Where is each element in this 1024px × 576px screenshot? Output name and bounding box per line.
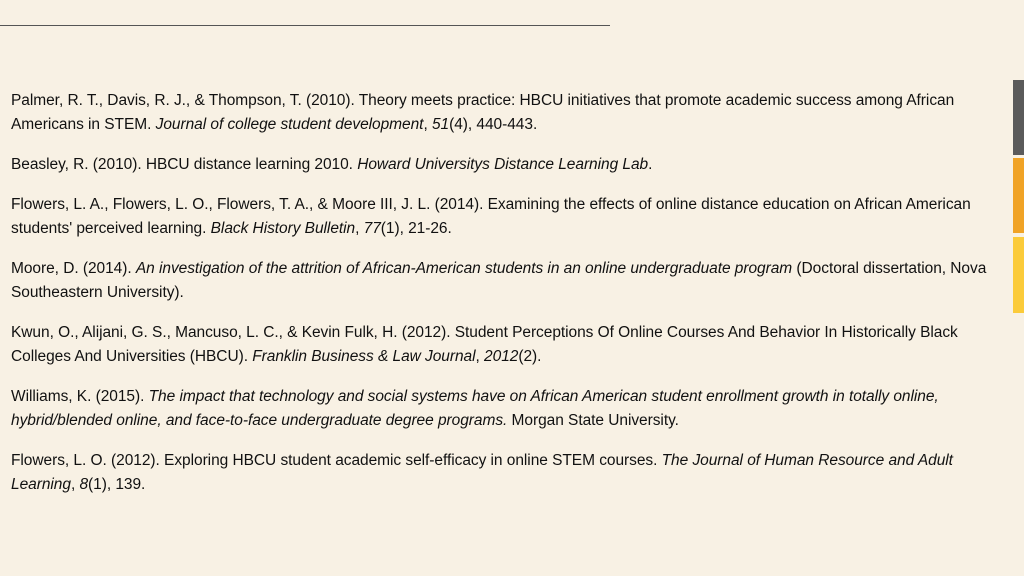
reference-source: Howard Universitys Distance Learning Lab xyxy=(357,156,649,173)
reference-text: Flowers, L. O. (2012). Exploring HBCU student academic self-efficacy in online STEM courses. xyxy=(11,452,662,469)
reference-williams-2015 xyxy=(11,385,1009,433)
reference-text: Palmer, R. T., Davis, R. J., & Thompson, T. (2010). Theory meets practice: HBCU initiatives that promote academic success among African Americans in STEM. xyxy=(11,92,955,133)
references-list xyxy=(11,89,1009,513)
reference-text: Flowers, L. A., Flowers, L. O., Flowers, T. A., & Moore III, J. L. (2014). Examining the effects of online distance education on African American students' perceived learning. xyxy=(11,196,971,237)
reference-text: . xyxy=(648,156,653,173)
reference-text: , xyxy=(475,348,485,365)
reference-text: Morgan State University. xyxy=(507,412,679,429)
reference-text: (1), 21-26. xyxy=(380,220,452,237)
accent-bar-orange xyxy=(1013,158,1024,233)
reference-volume: 8 xyxy=(79,476,89,493)
reference-flowers-2012 xyxy=(11,449,1009,497)
reference-text: (Doctoral dissertation, Nova Southeastern University). xyxy=(11,260,987,301)
reference-text: , xyxy=(70,476,80,493)
reference-title: The impact that technology and social systems have on African American student enrollment growth in totally online, hybrid/blended online, and face-to-face undergraduate degree programs. xyxy=(11,388,939,429)
reference-journal: Journal of college student development xyxy=(155,116,424,133)
reference-palmer-2010 xyxy=(11,89,1009,137)
reference-text: Moore, D. (2014). xyxy=(11,260,136,277)
accent-bar-yellow xyxy=(1013,237,1024,313)
reference-kwun-2012 xyxy=(11,321,1009,369)
reference-text: , xyxy=(423,116,432,133)
reference-volume: 77 xyxy=(363,220,381,237)
reference-beasley-2010 xyxy=(11,153,1009,177)
reference-journal: Franklin Business & Law Journal xyxy=(252,348,476,365)
reference-text: Williams, K. (2015). xyxy=(11,388,149,405)
reference-text: Kwun, O., Alijani, G. S., Mancuso, L. C., & Kevin Fulk, H. (2012). Student Perceptions Of Online Courses And Behavior In Historically Black Colleges And Universities (HBCU). xyxy=(11,324,958,365)
reference-text: (1), 139. xyxy=(88,476,146,493)
reference-title: An investigation of the attrition of African-American students in an online undergraduate program xyxy=(135,260,793,277)
reference-journal: The Journal of Human Resource and Adult Learning xyxy=(11,452,953,493)
reference-text: , xyxy=(355,220,364,237)
reference-moore-2014 xyxy=(11,257,1009,305)
reference-volume: 2012 xyxy=(484,348,519,365)
reference-volume: 51 xyxy=(431,116,450,133)
reference-text: (4), 440-443. xyxy=(449,116,538,133)
reference-journal: Black History Bulletin xyxy=(210,220,356,237)
accent-bar-gray xyxy=(1013,80,1024,155)
top-divider-line xyxy=(0,25,610,26)
reference-text: Beasley, R. (2010). HBCU distance learning 2010. xyxy=(11,156,358,173)
reference-flowers-2014 xyxy=(11,193,1009,241)
reference-text: (2). xyxy=(518,348,542,365)
